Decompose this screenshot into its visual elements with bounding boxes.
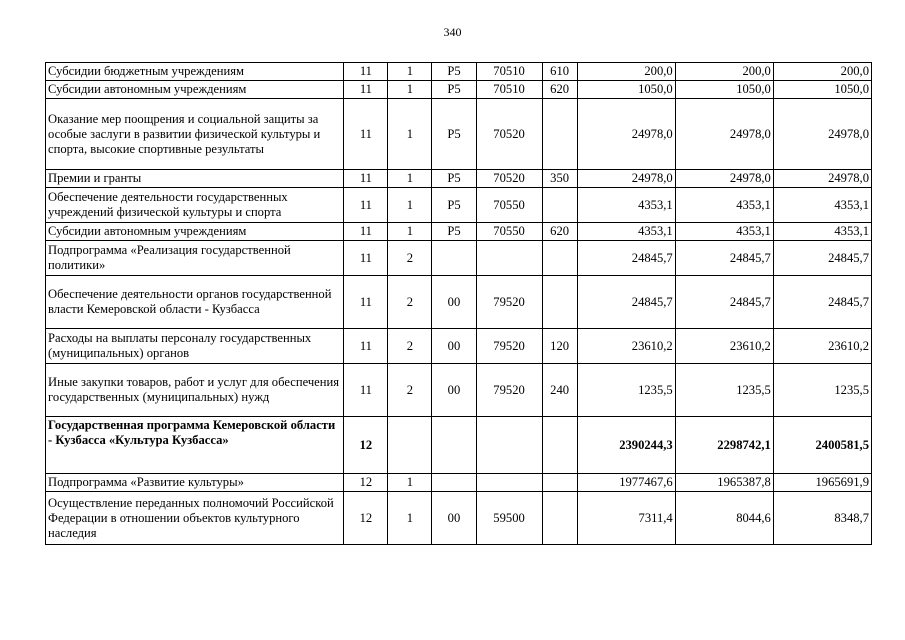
cell-section: 11 (344, 241, 388, 276)
cell-amount-year-3: 24978,0 (773, 99, 871, 170)
cell-direction: 79520 (476, 276, 542, 329)
cell-amount-year-2: 200,0 (675, 63, 773, 81)
cell-section: 11 (344, 81, 388, 99)
cell-subsection: 1 (388, 99, 432, 170)
budget-table (45, 62, 872, 545)
cell-amount-year-3: 24845,7 (773, 276, 871, 329)
cell-amount-year-3: 4353,1 (773, 188, 871, 223)
cell-amount-year-2: 23610,2 (675, 329, 773, 364)
cell-direction: 79520 (476, 364, 542, 417)
cell-amount-year-1: 2390244,3 (577, 417, 675, 474)
cell-expense-type (542, 188, 577, 223)
cell-expense-type: 610 (542, 63, 577, 81)
cell-amount-year-2: 1965387,8 (675, 474, 773, 492)
cell-amount-year-3: 4353,1 (773, 223, 871, 241)
page-number: 340 (443, 25, 462, 39)
cell-amount-year-1: 24978,0 (577, 170, 675, 188)
table-row (46, 329, 872, 364)
cell-direction: 70510 (476, 81, 542, 99)
cell-direction: 79520 (476, 329, 542, 364)
row-name: Расходы на выплаты персоналу государственных (муниципальных) органов (46, 329, 344, 364)
cell-program: 00 (432, 276, 476, 329)
table-row (46, 170, 872, 188)
cell-amount-year-3: 24845,7 (773, 241, 871, 276)
cell-program: P5 (432, 81, 476, 99)
cell-section: 11 (344, 329, 388, 364)
cell-subsection: 1 (388, 63, 432, 81)
table-row (46, 241, 872, 276)
cell-amount-year-3: 8348,7 (773, 492, 871, 545)
cell-amount-year-1: 23610,2 (577, 329, 675, 364)
table-row (46, 99, 872, 170)
cell-expense-type: 350 (542, 170, 577, 188)
row-name: Субсидии бюджетным учреждениям (46, 63, 344, 81)
cell-program: P5 (432, 170, 476, 188)
cell-section: 12 (344, 417, 388, 474)
cell-amount-year-2: 4353,1 (675, 223, 773, 241)
cell-amount-year-1: 1235,5 (577, 364, 675, 417)
cell-program: 00 (432, 329, 476, 364)
table-row (46, 364, 872, 417)
cell-section: 11 (344, 99, 388, 170)
cell-expense-type: 240 (542, 364, 577, 417)
cell-direction (476, 241, 542, 276)
row-name: Субсидии автономным учреждениям (46, 223, 344, 241)
cell-program: P5 (432, 63, 476, 81)
row-name: Иные закупки товаров, работ и услуг для обеспечения государственных (муниципальных) нужд (46, 364, 344, 417)
cell-expense-type (542, 492, 577, 545)
cell-amount-year-3: 1965691,9 (773, 474, 871, 492)
table-row (46, 276, 872, 329)
row-name: Осуществление переданных полномочий Российской Федерации в отношении объектов культурного наследия (46, 492, 344, 545)
cell-program: 00 (432, 492, 476, 545)
cell-expense-type (542, 276, 577, 329)
cell-subsection: 2 (388, 329, 432, 364)
cell-program: P5 (432, 99, 476, 170)
cell-program: P5 (432, 188, 476, 223)
cell-section: 11 (344, 63, 388, 81)
cell-subsection (388, 417, 432, 474)
cell-subsection: 1 (388, 492, 432, 545)
cell-amount-year-2: 24978,0 (675, 170, 773, 188)
cell-amount-year-1: 4353,1 (577, 188, 675, 223)
cell-direction: 70550 (476, 223, 542, 241)
table-row (46, 188, 872, 223)
cell-amount-year-3: 23610,2 (773, 329, 871, 364)
row-name: Премии и гранты (46, 170, 344, 188)
cell-expense-type: 620 (542, 223, 577, 241)
cell-program (432, 474, 476, 492)
cell-direction: 70520 (476, 99, 542, 170)
cell-expense-type (542, 417, 577, 474)
cell-expense-type (542, 241, 577, 276)
cell-expense-type: 620 (542, 81, 577, 99)
cell-section: 11 (344, 170, 388, 188)
table-row (46, 81, 872, 99)
row-name: Обеспечение деятельности государственных учреждений физической культуры и спорта (46, 188, 344, 223)
cell-section: 12 (344, 492, 388, 545)
cell-amount-year-2: 8044,6 (675, 492, 773, 545)
cell-amount-year-3: 24978,0 (773, 170, 871, 188)
cell-program (432, 241, 476, 276)
cell-amount-year-3: 1235,5 (773, 364, 871, 417)
cell-amount-year-1: 1977467,6 (577, 474, 675, 492)
cell-expense-type: 120 (542, 329, 577, 364)
cell-amount-year-2: 2298742,1 (675, 417, 773, 474)
cell-amount-year-1: 200,0 (577, 63, 675, 81)
cell-direction (476, 417, 542, 474)
row-name: Государственная программа Кемеровской области - Кузбасса «Культура Кузбасса» (46, 417, 344, 474)
table-body (46, 63, 872, 545)
cell-section: 11 (344, 188, 388, 223)
row-name: Подпрограмма «Реализация государственной политики» (46, 241, 344, 276)
cell-amount-year-2: 24845,7 (675, 241, 773, 276)
cell-section: 11 (344, 276, 388, 329)
cell-amount-year-1: 4353,1 (577, 223, 675, 241)
cell-subsection: 2 (388, 241, 432, 276)
table-row (46, 223, 872, 241)
cell-subsection: 1 (388, 81, 432, 99)
cell-direction: 70520 (476, 170, 542, 188)
cell-direction: 70510 (476, 63, 542, 81)
cell-expense-type (542, 99, 577, 170)
cell-amount-year-3: 200,0 (773, 63, 871, 81)
cell-amount-year-1: 24845,7 (577, 276, 675, 329)
row-name: Субсидии автономным учреждениям (46, 81, 344, 99)
cell-direction: 59500 (476, 492, 542, 545)
cell-amount-year-1: 24978,0 (577, 99, 675, 170)
cell-subsection: 1 (388, 223, 432, 241)
cell-amount-year-2: 4353,1 (675, 188, 773, 223)
cell-amount-year-1: 1050,0 (577, 81, 675, 99)
cell-subsection: 1 (388, 170, 432, 188)
cell-amount-year-1: 7311,4 (577, 492, 675, 545)
cell-amount-year-3: 1050,0 (773, 81, 871, 99)
cell-amount-year-2: 24845,7 (675, 276, 773, 329)
table-row (46, 474, 872, 492)
cell-amount-year-3: 2400581,5 (773, 417, 871, 474)
table-row (46, 63, 872, 81)
cell-subsection: 1 (388, 474, 432, 492)
table-row (46, 492, 872, 545)
cell-subsection: 1 (388, 188, 432, 223)
row-name: Оказание мер поощрения и социальной защиты за особые заслуги в развитии физической культуры и спорта, высокие спортивные результаты (46, 99, 344, 170)
cell-amount-year-2: 24978,0 (675, 99, 773, 170)
cell-direction (476, 474, 542, 492)
cell-amount-year-2: 1050,0 (675, 81, 773, 99)
cell-amount-year-1: 24845,7 (577, 241, 675, 276)
cell-direction: 70550 (476, 188, 542, 223)
table-row (46, 417, 872, 474)
cell-expense-type (542, 474, 577, 492)
row-name: Подпрограмма «Развитие культуры» (46, 474, 344, 492)
cell-amount-year-2: 1235,5 (675, 364, 773, 417)
cell-program: P5 (432, 223, 476, 241)
cell-section: 11 (344, 223, 388, 241)
cell-section: 12 (344, 474, 388, 492)
cell-subsection: 2 (388, 276, 432, 329)
row-name: Обеспечение деятельности органов государственной власти Кемеровской области - Кузбасса (46, 276, 344, 329)
cell-program (432, 417, 476, 474)
cell-subsection: 2 (388, 364, 432, 417)
cell-program: 00 (432, 364, 476, 417)
cell-section: 11 (344, 364, 388, 417)
